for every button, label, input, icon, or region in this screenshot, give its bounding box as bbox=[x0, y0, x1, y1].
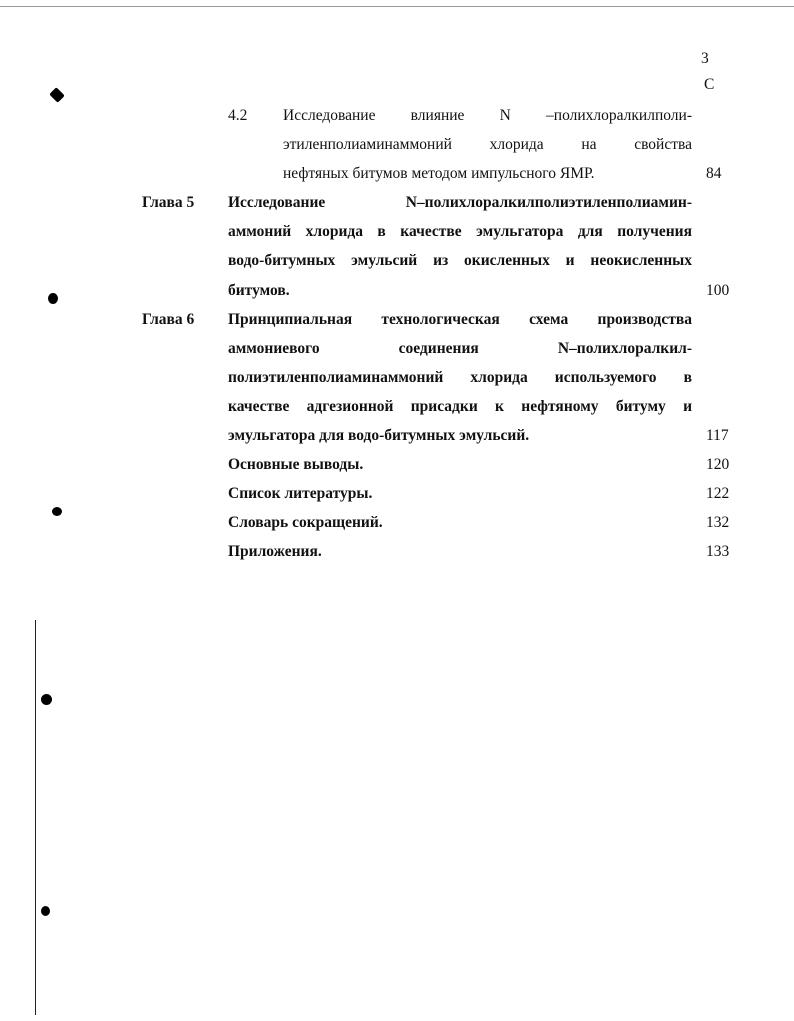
page-column-header: С bbox=[704, 76, 715, 93]
binding-hole-mark bbox=[52, 507, 62, 516]
chapter-label: Глава 5 bbox=[142, 194, 195, 211]
chapter-label: Глава 6 bbox=[142, 311, 195, 328]
toc-entry-line: битумов. bbox=[228, 282, 290, 299]
left-margin-line bbox=[35, 620, 36, 1015]
section-number: 4.2 bbox=[228, 107, 248, 124]
toc-entry-line: водо-битумных эмульсий из окисленных и неокисленных bbox=[228, 252, 692, 269]
toc-entry-line: аммоний хлорида в качестве эмульгатора для получения bbox=[228, 223, 692, 240]
binding-hole-mark bbox=[48, 293, 58, 304]
toc-page-number: 117 bbox=[706, 427, 729, 444]
toc-entry-line: Исследование влияние N –полихлоралкилполи- bbox=[283, 107, 692, 124]
toc-entry-line: полиэтиленполиаминаммоний хлорида используемого в bbox=[228, 369, 692, 386]
toc-entry-abbreviations: Словарь сокращений. bbox=[228, 514, 383, 531]
toc-entry-references: Список литературы. bbox=[228, 485, 373, 502]
top-border-line bbox=[0, 6, 794, 7]
binding-hole-mark bbox=[49, 87, 65, 103]
page-number: 3 bbox=[701, 50, 709, 67]
toc-entry-line: качестве адгезионной присадки к нефтяному битуму и bbox=[228, 398, 692, 415]
binding-hole-mark bbox=[41, 694, 52, 705]
toc-entry-line: нефтяных битумов методом импульсного ЯМР. bbox=[283, 165, 595, 182]
toc-entry-line: эмульгатора для водо-битумных эмульсий. bbox=[228, 427, 530, 444]
binding-hole-mark bbox=[41, 906, 50, 916]
toc-page-number: 100 bbox=[706, 282, 730, 299]
toc-entry-conclusions: Основные выводы. bbox=[228, 456, 364, 473]
toc-page-number: 120 bbox=[706, 456, 730, 473]
toc-entry-line: этиленполиаминаммоний хлорида на свойства bbox=[283, 136, 692, 153]
toc-page-number: 84 bbox=[706, 165, 722, 182]
toc-page-number: 132 bbox=[706, 514, 730, 531]
toc-page-number: 122 bbox=[706, 485, 730, 502]
toc-entry-appendices: Приложения. bbox=[228, 543, 322, 560]
toc-entry-line: аммониевого соединения N–полихлоралкил- bbox=[228, 340, 692, 357]
toc-page-number: 133 bbox=[706, 543, 730, 560]
toc-entry-line: Принципиальная технологическая схема производства bbox=[228, 311, 692, 328]
toc-entry-line: Исследование N–полихлоралкилполиэтиленполиамин- bbox=[228, 194, 692, 211]
